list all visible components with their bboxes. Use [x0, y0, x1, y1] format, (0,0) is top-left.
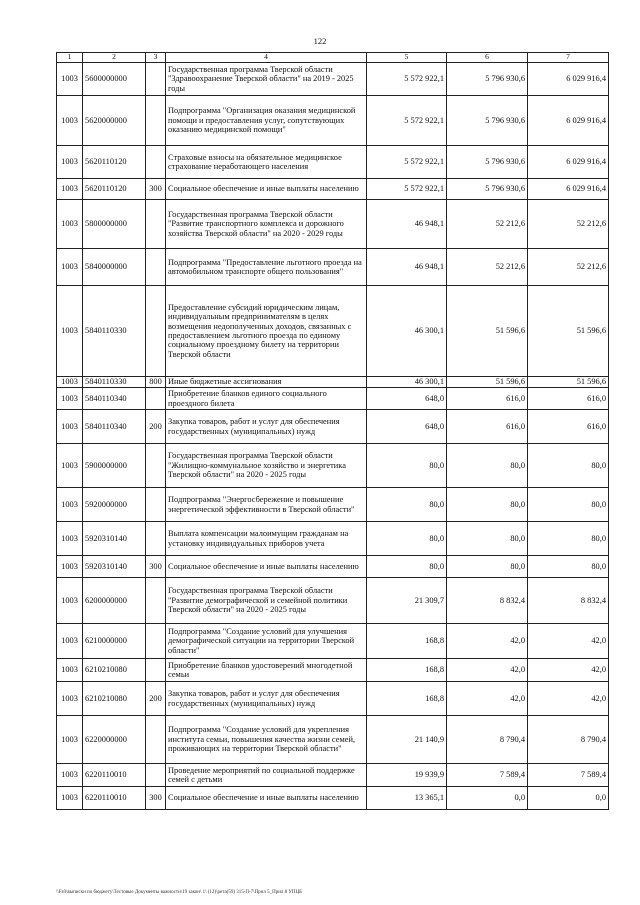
amount-col5-cell: 168,8: [367, 624, 447, 659]
column-number: 1: [57, 53, 83, 63]
table-row: [57, 388, 609, 410]
amount-col5-cell: 46 300,1: [367, 286, 447, 377]
item-name-cell: Приобретение бланков единого социального проездного билета: [166, 388, 367, 410]
target-article-cell: 6220110010: [83, 787, 146, 810]
section-code-cell: 1003: [57, 764, 83, 787]
amount-col7-cell: 6 029 916,4: [528, 179, 609, 200]
item-name-cell: Подпрограмма "Предоставление льготного проезда на автомобильном транспорте общего пользования": [166, 249, 367, 286]
target-article-cell: 5920310140: [83, 556, 146, 578]
item-name-cell: Подпрограмма "Создание условий для укрепления института семьи, повышения качества жизни семей, проживающих на территории Тверской области": [166, 716, 367, 764]
amount-col6-cell: 42,0: [447, 624, 528, 659]
table-row: [57, 444, 609, 488]
expense-type-cell: 300: [146, 556, 166, 578]
section-code-cell: 1003: [57, 179, 83, 200]
section-code-cell: 1003: [57, 488, 83, 522]
page-number: 122: [313, 36, 327, 46]
section-code-cell: 1003: [57, 146, 83, 179]
expense-type-cell: [146, 578, 166, 624]
column-number: 7: [528, 53, 609, 63]
amount-col7-cell: 6 029 916,4: [528, 63, 609, 96]
item-name-cell: Подпрограмма "Организация оказания медицинской помощи и предоставления услуг, сопутствующих оказанию медицинской помощи": [166, 96, 367, 146]
target-article-cell: 6210210080: [83, 682, 146, 716]
amount-col5-cell: 5 572 922,1: [367, 179, 447, 200]
amount-col6-cell: 5 796 930,6: [447, 146, 528, 179]
target-article-cell: 6210000000: [83, 624, 146, 659]
section-code-cell: 1003: [57, 286, 83, 377]
amount-col6-cell: 8 832,4: [447, 578, 528, 624]
amount-col6-cell: 5 796 930,6: [447, 96, 528, 146]
amount-col5-cell: 5 572 922,1: [367, 96, 447, 146]
expense-type-cell: [146, 249, 166, 286]
table-row: [57, 200, 609, 249]
column-number-row: [57, 53, 609, 63]
amount-col7-cell: 52 212,6: [528, 249, 609, 286]
target-article-cell: 5920000000: [83, 488, 146, 522]
budget-table: [56, 52, 609, 810]
amount-col5-cell: 80,0: [367, 444, 447, 488]
table-row: [57, 522, 609, 556]
expense-type-cell: [146, 659, 166, 682]
amount-col7-cell: 8 832,4: [528, 578, 609, 624]
amount-col7-cell: 51 596,6: [528, 286, 609, 377]
amount-col5-cell: 648,0: [367, 410, 447, 444]
target-article-cell: 5900000000: [83, 444, 146, 488]
expense-type-cell: [146, 63, 166, 96]
amount-col7-cell: 8 790,4: [528, 716, 609, 764]
item-name-cell: Выплата компенсации малоимущим гражданам на установку индивидуальных приборов учета: [166, 522, 367, 556]
table-row: [57, 578, 609, 624]
item-name-cell: Государственная программа Тверской области "Здравоохранение Тверской области" на 2019 - 2025 годы: [166, 63, 367, 96]
table-row: [57, 624, 609, 659]
table-row: [57, 146, 609, 179]
amount-col5-cell: 19 939,9: [367, 764, 447, 787]
section-code-cell: 1003: [57, 388, 83, 410]
item-name-cell: Приобретение бланков удостоверений многодетной семьи: [166, 659, 367, 682]
target-article-cell: 5600000000: [83, 63, 146, 96]
section-code-cell: 1003: [57, 444, 83, 488]
target-article-cell: 5800000000: [83, 200, 146, 249]
amount-col7-cell: 616,0: [528, 388, 609, 410]
target-article-cell: 6200000000: [83, 578, 146, 624]
expense-type-cell: 800: [146, 377, 166, 388]
amount-col5-cell: 46 300,1: [367, 377, 447, 388]
amount-col5-cell: 13 365,1: [367, 787, 447, 810]
column-number: 6: [447, 53, 528, 63]
item-name-cell: Государственная программа Тверской области "Развитие транспортного комплекса и дорожного хозяйства Тверской области" на 2020 - 2029 годы: [166, 200, 367, 249]
item-name-cell: Социальное обеспечение и иные выплаты населению: [166, 179, 367, 200]
expense-type-cell: [146, 764, 166, 787]
amount-col5-cell: 80,0: [367, 488, 447, 522]
expense-type-cell: [146, 146, 166, 179]
footer-file-path: \\Fs0\выписки по бюджету\Тестовые Документы важности\19 закон\ 1\ (12)\рета(59) 315-П-7\Прил 5_Прил 8 УПЦБ: [56, 890, 303, 895]
amount-col7-cell: 0,0: [528, 787, 609, 810]
table-row: [57, 556, 609, 578]
target-article-cell: 6210210080: [83, 659, 146, 682]
table-row: [57, 63, 609, 96]
amount-col6-cell: 5 796 930,6: [447, 63, 528, 96]
amount-col6-cell: 42,0: [447, 659, 528, 682]
amount-col5-cell: 168,8: [367, 659, 447, 682]
column-number: 4: [166, 53, 367, 63]
amount-col5-cell: 168,8: [367, 682, 447, 716]
section-code-cell: 1003: [57, 377, 83, 388]
item-name-cell: Социальное обеспечение и иные выплаты населению: [166, 556, 367, 578]
amount-col5-cell: 80,0: [367, 556, 447, 578]
expense-type-cell: 300: [146, 787, 166, 810]
expense-type-cell: 300: [146, 179, 166, 200]
section-code-cell: 1003: [57, 578, 83, 624]
amount-col7-cell: 42,0: [528, 624, 609, 659]
expense-type-cell: [146, 488, 166, 522]
item-name-cell: Социальное обеспечение и иные выплаты населению: [166, 787, 367, 810]
amount-col7-cell: 42,0: [528, 659, 609, 682]
target-article-cell: 5620110120: [83, 179, 146, 200]
column-number: 5: [367, 53, 447, 63]
target-article-cell: 5840000000: [83, 249, 146, 286]
item-name-cell: Подпрограмма "Создание условий для улучшения демографической ситуации на территории Тверской области": [166, 624, 367, 659]
target-article-cell: 5920310140: [83, 522, 146, 556]
target-article-cell: 5840110340: [83, 388, 146, 410]
item-name-cell: Закупка товаров, работ и услуг для обеспечения государственных (муниципальных) нужд: [166, 682, 367, 716]
amount-col6-cell: 7 589,4: [447, 764, 528, 787]
amount-col6-cell: 42,0: [447, 682, 528, 716]
expense-type-cell: 200: [146, 682, 166, 716]
target-article-cell: 5840110330: [83, 377, 146, 388]
section-code-cell: 1003: [57, 556, 83, 578]
item-name-cell: Государственная программа Тверской области "Развитие демографической и семейной политики Тверской области" на 2020 - 2025 годы: [166, 578, 367, 624]
item-name-cell: Иные бюджетные ассигнования: [166, 377, 367, 388]
amount-col6-cell: 80,0: [447, 556, 528, 578]
table-body: [57, 63, 609, 810]
table-row: [57, 410, 609, 444]
section-code-cell: 1003: [57, 787, 83, 810]
amount-col5-cell: 46 948,1: [367, 200, 447, 249]
table-row: [57, 286, 609, 377]
amount-col6-cell: 52 212,6: [447, 200, 528, 249]
amount-col7-cell: 6 029 916,4: [528, 146, 609, 179]
section-code-cell: 1003: [57, 716, 83, 764]
expense-type-cell: 200: [146, 410, 166, 444]
item-name-cell: Предоставление субсидий юридическим лицам, индивидуальным предпринимателям в целях возмещения недополученных доходов, связанных с предоставлением льготного проезда по единому социальному проездному билету на территории Тверской области: [166, 286, 367, 377]
target-article-cell: 6220110010: [83, 764, 146, 787]
table-row: [57, 249, 609, 286]
section-code-cell: 1003: [57, 249, 83, 286]
amount-col5-cell: 21 140,9: [367, 716, 447, 764]
section-code-cell: 1003: [57, 96, 83, 146]
section-code-cell: 1003: [57, 410, 83, 444]
amount-col6-cell: 0,0: [447, 787, 528, 810]
expense-type-cell: [146, 200, 166, 249]
amount-col5-cell: 46 948,1: [367, 249, 447, 286]
table-row: [57, 179, 609, 200]
amount-col5-cell: 648,0: [367, 388, 447, 410]
amount-col5-cell: 5 572 922,1: [367, 63, 447, 96]
expense-type-cell: [146, 286, 166, 377]
amount-col7-cell: 616,0: [528, 410, 609, 444]
item-name-cell: Закупка товаров, работ и услуг для обеспечения государственных (муниципальных) нужд: [166, 410, 367, 444]
expense-type-cell: [146, 388, 166, 410]
amount-col6-cell: 80,0: [447, 488, 528, 522]
target-article-cell: 5620000000: [83, 96, 146, 146]
amount-col6-cell: 5 796 930,6: [447, 179, 528, 200]
amount-col6-cell: 616,0: [447, 388, 528, 410]
amount-col6-cell: 51 596,6: [447, 377, 528, 388]
table-row: [57, 659, 609, 682]
target-article-cell: 6220000000: [83, 716, 146, 764]
amount-col5-cell: 5 572 922,1: [367, 146, 447, 179]
amount-col6-cell: 51 596,6: [447, 286, 528, 377]
section-code-cell: 1003: [57, 200, 83, 249]
item-name-cell: Подпрограмма "Энергосбережение и повышение энергетической эффективности в Тверской области": [166, 488, 367, 522]
amount-col6-cell: 80,0: [447, 444, 528, 488]
target-article-cell: 5840110340: [83, 410, 146, 444]
target-article-cell: 5840110330: [83, 286, 146, 377]
column-number: 2: [83, 53, 146, 63]
amount-col7-cell: 80,0: [528, 488, 609, 522]
item-name-cell: Проведение мероприятий по социальной поддержке семей с детьми: [166, 764, 367, 787]
amount-col6-cell: 616,0: [447, 410, 528, 444]
amount-col7-cell: 7 589,4: [528, 764, 609, 787]
table-row: [57, 716, 609, 764]
table-header: [57, 53, 609, 63]
expense-type-cell: [146, 624, 166, 659]
amount-col7-cell: 80,0: [528, 522, 609, 556]
section-code-cell: 1003: [57, 624, 83, 659]
section-code-cell: 1003: [57, 682, 83, 716]
target-article-cell: 5620110120: [83, 146, 146, 179]
section-code-cell: 1003: [57, 659, 83, 682]
amount-col6-cell: 80,0: [447, 522, 528, 556]
table-row: [57, 377, 609, 388]
section-code-cell: 1003: [57, 63, 83, 96]
item-name-cell: Страховые взносы на обязательное медицинское страхование неработающего населения: [166, 146, 367, 179]
column-number: 3: [146, 53, 166, 63]
item-name-cell: Государственная программа Тверской области "Жилищно-коммунальное хозяйство и энергетика Тверской области" на 2020 - 2025 годы: [166, 444, 367, 488]
amount-col7-cell: 42,0: [528, 682, 609, 716]
table-row: [57, 764, 609, 787]
expense-type-cell: [146, 716, 166, 764]
expense-type-cell: [146, 96, 166, 146]
amount-col7-cell: 80,0: [528, 556, 609, 578]
amount-col7-cell: 52 212,6: [528, 200, 609, 249]
table-row: [57, 682, 609, 716]
amount-col7-cell: 51 596,6: [528, 377, 609, 388]
expense-type-cell: [146, 522, 166, 556]
amount-col7-cell: 6 029 916,4: [528, 96, 609, 146]
amount-col5-cell: 21 309,7: [367, 578, 447, 624]
amount-col6-cell: 52 212,6: [447, 249, 528, 286]
amount-col5-cell: 80,0: [367, 522, 447, 556]
amount-col6-cell: 8 790,4: [447, 716, 528, 764]
amount-col7-cell: 80,0: [528, 444, 609, 488]
section-code-cell: 1003: [57, 522, 83, 556]
table-row: [57, 96, 609, 146]
expense-type-cell: [146, 444, 166, 488]
table-row: [57, 488, 609, 522]
table-row: [57, 787, 609, 810]
